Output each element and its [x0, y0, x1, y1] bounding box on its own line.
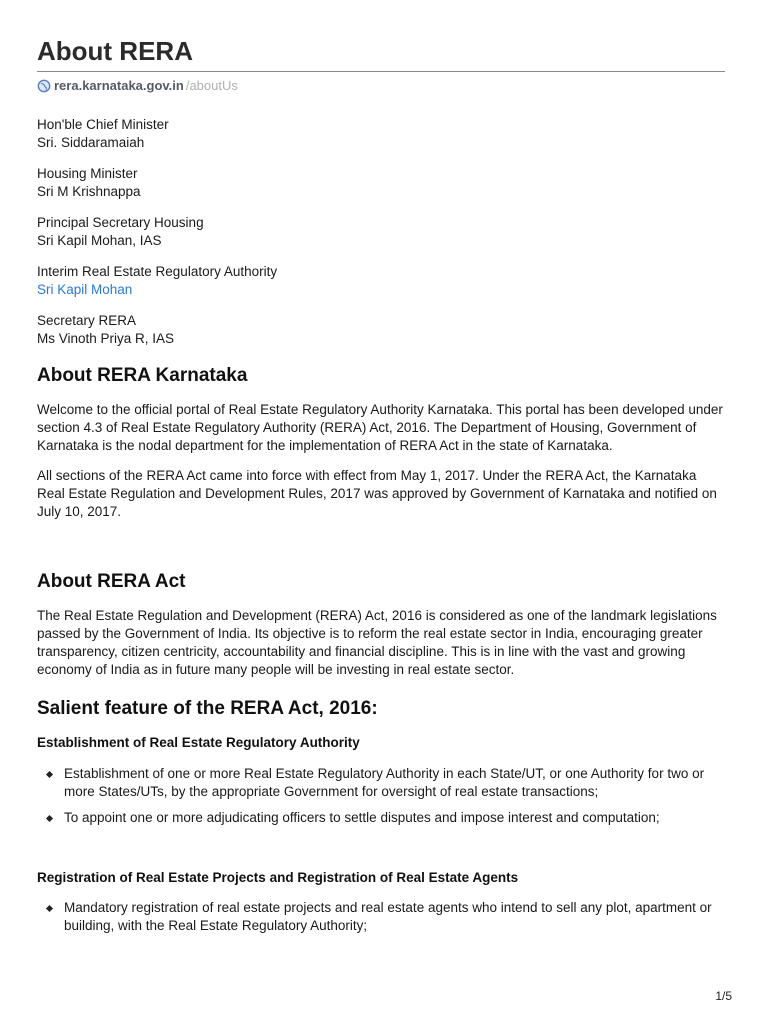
page-title: About RERA — [37, 36, 193, 66]
paragraph: The Real Estate Regulation and Development (RERA) Act, 2016 is considered as one of the landmark legislations passed by the Government of India. Its objective is to reform the real estate sector in India, encouraging greater transparency, citizen centricity, accountability and financial discipline. This is in line with the vast and growing economy of India as in future many people will be investing in real estate sector. — [37, 608, 717, 677]
official-entry — [37, 214, 277, 250]
source-domain: rera.karnataka.gov.in — [54, 78, 184, 93]
officials-list — [37, 116, 277, 361]
section-heading-karnataka: About RERA Karnataka — [37, 365, 248, 386]
official-name: Sri. Siddaramaiah — [37, 135, 145, 150]
section-heading-act: About RERA Act — [37, 571, 186, 592]
list-item: Establishment of one or more Real Estate Regulatory Authority in each State/UT, or one Authority for two or more States/UTs, by the appropriate Government for oversight of real estate transactions; — [37, 765, 725, 801]
official-entry — [37, 116, 277, 152]
official-entry — [37, 263, 277, 299]
official-role: Hon'ble Chief Minister — [37, 117, 169, 132]
page-number: 1/5 — [715, 989, 732, 1003]
bullet-list — [37, 765, 725, 835]
source-url[interactable] — [37, 78, 238, 94]
official-entry — [37, 165, 277, 201]
section-body-karnataka — [37, 401, 725, 533]
official-role: Principal Secretary Housing — [37, 215, 204, 230]
title-divider — [37, 71, 725, 72]
official-role: Housing Minister — [37, 166, 138, 181]
official-entry — [37, 312, 277, 348]
list-item: To appoint one or more adjudicating officers to settle disputes and impose interest and computation; — [37, 809, 725, 827]
globe-icon — [37, 79, 51, 93]
section-heading-salient: Salient feature of the RERA Act, 2016: — [37, 698, 378, 719]
bullet-list — [37, 899, 725, 943]
subsection-heading: Registration of Real Estate Projects and Registration of Real Estate Agents — [37, 870, 519, 885]
paragraph: All sections of the RERA Act came into force with effect from May 1, 2017. Under the RERA Act, the Karnataka Real Estate Regulation and Development Rules, 2017 was approved by Government of Karnataka and notified on July 10, 2017. — [37, 468, 717, 519]
subsection-heading: Establishment of Real Estate Regulatory Authority — [37, 735, 360, 750]
official-name: Sri M Krishnappa — [37, 184, 141, 199]
section-body-act — [37, 607, 725, 691]
list-item: Mandatory registration of real estate projects and real estate agents who intend to sell any plot, apartment or building, with the Real Estate Regulatory Authority; — [37, 899, 725, 935]
official-role: Secretary RERA — [37, 313, 137, 328]
paragraph: Welcome to the official portal of Real Estate Regulatory Authority Karnataka. This portal has been developed under section 4.3 of Real Estate Regulatory Authority (RERA) Act, 2016. The Department of Housing, Government of Karnataka is the nodal department for the implementation of RERA Act in the state of Karnataka. — [37, 402, 723, 453]
source-path: /aboutUs — [185, 78, 238, 93]
official-name: Sri Kapil Mohan, IAS — [37, 233, 162, 248]
official-name: Ms Vinoth Priya R, IAS — [37, 331, 175, 346]
official-role: Interim Real Estate Regulatory Authority — [37, 264, 278, 279]
official-name-link[interactable]: Sri Kapil Mohan — [37, 282, 133, 297]
